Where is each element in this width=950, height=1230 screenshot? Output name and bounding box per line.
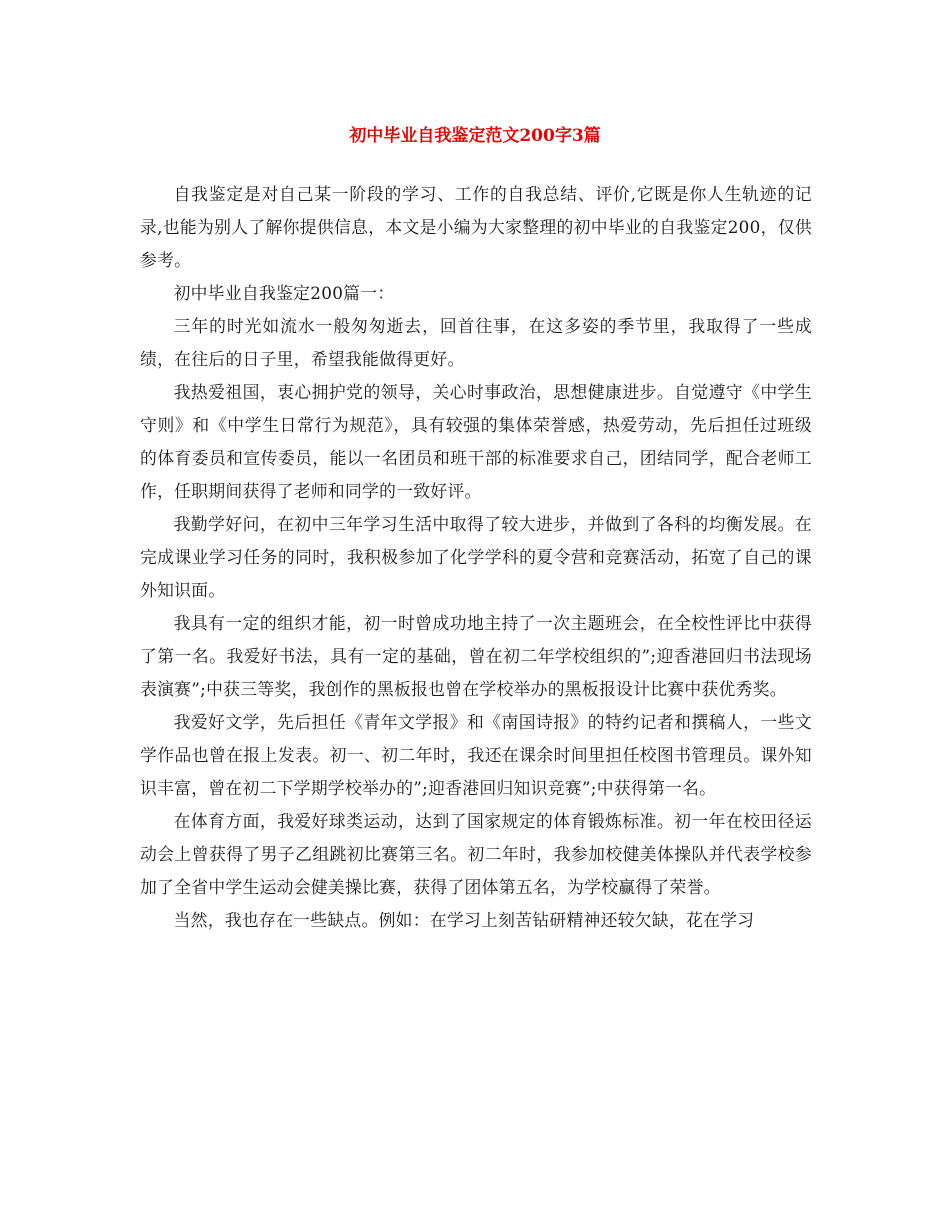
- paragraph-section-heading: 初中毕业自我鉴定200篇一：: [173, 283, 395, 303]
- paragraph: 我具有一定的组织才能，初一时曾成功地主持了一次主题班会，在全校性评比中获得了第一名。我爱好书法，具有一定的基础，曾在初二年学校组织的”;迎香港回归书法现场表演赛”;中获三等奖，我创作的黑板报也曾在学校举办的黑板报设计比赛中获优秀奖。: [140, 613, 812, 699]
- document-body: [140, 178, 812, 937]
- paragraph: 我热爱祖国，衷心拥护党的领导，关心时事政治，思想健康进步。自觉遵守《中学生守则》和《中学生日常行为规范》，具有较强的集体荣誉感，热爱劳动，先后担任过班级的体育委员和宣传委员，能以一名团员和班干部的标准要求自己，团结同学，配合老师工作，任职期间获得了老师和同学的一致好评。: [140, 382, 812, 501]
- document-title: 初中毕业自我鉴定范文200字3篇: [349, 126, 601, 146]
- paragraph: 我勤学好问，在初中三年学习生活中取得了较大进步，并做到了各科的均衡发展。在完成课业学习任务的同时，我积极参加了化学学科的夏令营和竞赛活动，拓宽了自己的课外知识面。: [140, 514, 812, 600]
- paragraph: 我爱好文学，先后担任《青年文学报》和《南国诗报》的特约记者和撰稿人，一些文学作品也曾在报上发表。初一、初二年时，我还在课余时间里担任校图书管理员。课外知识丰富，曾在初二下学期学校举办的”;迎香港回归知识竞赛”;中获得第一名。: [140, 712, 812, 798]
- paragraph-intro: 自我鉴定是对自己某一阶段的学习、工作的自我总结、评价,它既是你人生轨迹的记录,也能为别人了解你提供信息，本文是小编为大家整理的初中毕业的自我鉴定200，仅供参考。: [140, 184, 812, 270]
- paragraph: 当然，我也存在一些缺点。例如：在学习上刻苦钻研精神还较欠缺，花在学习: [173, 910, 755, 930]
- paragraph: 在体育方面，我爱好球类运动，达到了国家规定的体育锻炼标准。初一年在校田径运动会上曾获得了男子乙组跳初比赛第三名。初二年时，我参加校健美体操队并代表学校参加了全省中学生运动会健美操比赛，获得了团体第五名，为学校赢得了荣誉。: [140, 811, 812, 897]
- paragraph: 三年的时光如流水一般匆匆逝去，回首往事，在这多姿的季节里，我取得了一些成绩，在往后的日子里，希望我能做得更好。: [140, 316, 812, 369]
